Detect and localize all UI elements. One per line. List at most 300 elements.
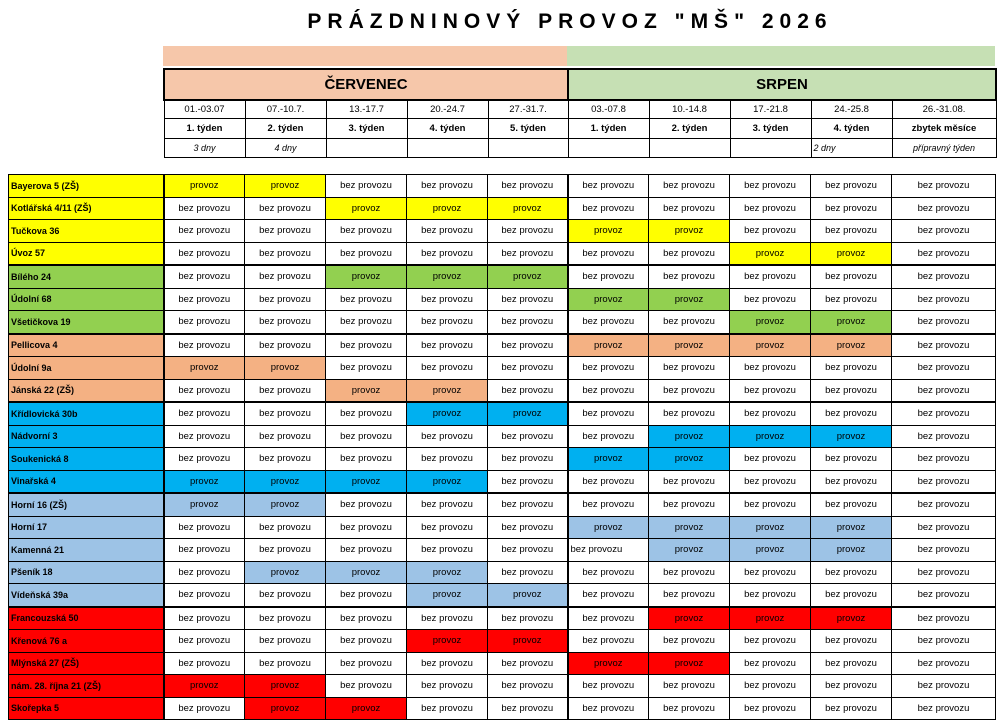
table-row <box>9 379 996 402</box>
school-name: Tučkova 36 <box>9 220 164 243</box>
status-bez-provozu: bez provozu <box>488 311 568 334</box>
status-bez-provozu: bez provozu <box>811 379 892 402</box>
status-provoz: provoz <box>407 379 488 402</box>
status-bez-provozu: bez provozu <box>649 675 730 698</box>
status-bez-provozu: bez provozu <box>326 357 407 380</box>
status-bez-provozu: bez provozu <box>488 379 568 402</box>
status-bez-provozu: bez provozu <box>245 311 326 334</box>
table-row <box>9 630 996 653</box>
status-provoz: provoz <box>488 197 568 220</box>
status-bez-provozu: bez provozu <box>488 357 568 380</box>
status-bez-provozu: bez provozu <box>892 516 996 539</box>
status-bez-provozu: bez provozu <box>326 584 407 607</box>
week-dates: 03.-07.8 <box>568 100 649 119</box>
table-row <box>9 697 996 720</box>
status-provoz: provoz <box>407 402 488 425</box>
status-bez-provozu: bez provozu <box>245 425 326 448</box>
status-bez-provozu: bez provozu <box>164 516 245 539</box>
school-name: Údolní 68 <box>9 288 164 311</box>
status-bez-provozu: bez provozu <box>811 697 892 720</box>
school-name: Skořepka 5 <box>9 697 164 720</box>
status-bez-provozu: bez provozu <box>164 220 245 243</box>
status-provoz: provoz <box>568 220 649 243</box>
table-row <box>9 561 996 584</box>
school-name: Křídlovická 30b <box>9 402 164 425</box>
status-bez-provozu: bez provozu <box>730 584 811 607</box>
status-bez-provozu: bez provozu <box>892 334 996 357</box>
school-name: Vídeňská 39a <box>9 584 164 607</box>
table-row <box>9 402 996 425</box>
week-label: 2. týden <box>245 119 326 139</box>
status-bez-provozu: bez provozu <box>568 470 649 493</box>
week-dates: 13.-17.7 <box>326 100 407 119</box>
status-bez-provozu: bez provozu <box>164 652 245 675</box>
status-bez-provozu: bez provozu <box>326 675 407 698</box>
status-bez-provozu: bez provozu <box>488 242 568 265</box>
table-row <box>9 197 996 220</box>
week-label: zbytek měsíce <box>892 119 996 139</box>
table-row <box>9 242 996 265</box>
august-band <box>567 46 995 66</box>
month-july: ČERVENEC <box>164 69 568 100</box>
school-name: Kamenná 21 <box>9 539 164 562</box>
status-bez-provozu: bez provozu <box>811 493 892 516</box>
status-bez-provozu: bez provozu <box>811 265 892 288</box>
status-provoz: provoz <box>649 448 730 471</box>
status-provoz: provoz <box>407 630 488 653</box>
status-bez-provozu: bez provozu <box>164 539 245 562</box>
table-row <box>9 265 996 288</box>
status-bez-provozu: bez provozu <box>488 425 568 448</box>
status-bez-provozu: bez provozu <box>245 448 326 471</box>
status-bez-provozu: bez provozu <box>488 607 568 630</box>
status-bez-provozu: bez provozu <box>164 448 245 471</box>
status-provoz: provoz <box>326 697 407 720</box>
status-bez-provozu: bez provozu <box>649 265 730 288</box>
week-note: 3 dny <box>164 139 245 158</box>
status-bez-provozu: bez provozu <box>730 697 811 720</box>
status-provoz: provoz <box>488 584 568 607</box>
status-bez-provozu: bez provozu <box>730 197 811 220</box>
status-bez-provozu: bez provozu <box>892 493 996 516</box>
status-provoz: provoz <box>326 265 407 288</box>
month-august: SRPEN <box>568 69 996 100</box>
status-provoz: provoz <box>407 470 488 493</box>
table-row <box>9 539 996 562</box>
status-provoz: provoz <box>568 516 649 539</box>
school-name: Pšeník 18 <box>9 561 164 584</box>
status-bez-provozu: bez provozu <box>811 402 892 425</box>
status-bez-provozu: bez provozu <box>730 220 811 243</box>
status-provoz: provoz <box>649 539 730 562</box>
status-bez-provozu: bez provozu <box>730 402 811 425</box>
status-bez-provozu: bez provozu <box>649 493 730 516</box>
week-label: 4. týden <box>811 119 892 139</box>
status-provoz: provoz <box>164 493 245 516</box>
table-row <box>9 652 996 675</box>
status-bez-provozu: bez provozu <box>892 561 996 584</box>
status-provoz: provoz <box>649 607 730 630</box>
status-provoz: provoz <box>407 584 488 607</box>
status-bez-provozu: bez provozu <box>730 357 811 380</box>
status-bez-provozu: bez provozu <box>649 379 730 402</box>
status-bez-provozu: bez provozu <box>730 448 811 471</box>
status-provoz: provoz <box>730 425 811 448</box>
status-bez-provozu: bez provozu <box>649 584 730 607</box>
status-bez-provozu: bez provozu <box>892 652 996 675</box>
status-provoz: provoz <box>164 175 245 198</box>
school-name: Bayerova 5 (ZŠ) <box>9 175 164 198</box>
status-bez-provozu: bez provozu <box>649 470 730 493</box>
week-note: přípravný týden <box>892 139 996 158</box>
week-label: 3. týden <box>730 119 811 139</box>
status-bez-provozu: bez provozu <box>488 493 568 516</box>
status-provoz: provoz <box>164 675 245 698</box>
status-bez-provozu: bez provozu <box>892 425 996 448</box>
status-bez-provozu: bez provozu <box>811 197 892 220</box>
status-bez-provozu: bez provozu <box>649 402 730 425</box>
status-bez-provozu: bez provozu <box>245 402 326 425</box>
status-bez-provozu: bez provozu <box>892 288 996 311</box>
status-bez-provozu: bez provozu <box>407 675 488 698</box>
status-provoz: provoz <box>326 379 407 402</box>
status-provoz: provoz <box>164 470 245 493</box>
status-bez-provozu: bez provozu <box>164 288 245 311</box>
status-bez-provozu: bez provozu <box>488 697 568 720</box>
week-note: 2 dny <box>811 139 892 158</box>
status-provoz: provoz <box>245 357 326 380</box>
status-bez-provozu: bez provozu <box>488 652 568 675</box>
school-name: Bílého 24 <box>9 265 164 288</box>
status-bez-provozu: bez provozu <box>892 357 996 380</box>
status-bez-provozu: bez provozu <box>326 539 407 562</box>
status-bez-provozu: bez provozu <box>811 357 892 380</box>
status-bez-provozu: bez provozu <box>811 470 892 493</box>
page-title: PRÁZDNINOVÝ PROVOZ "MŠ" 2026 <box>307 10 833 33</box>
table-row <box>9 493 996 516</box>
status-bez-provozu: bez provozu <box>568 607 649 630</box>
week-note <box>568 139 649 158</box>
status-provoz: provoz <box>568 652 649 675</box>
status-provoz: provoz <box>568 448 649 471</box>
week-label: 1. týden <box>164 119 245 139</box>
week-dates: 07.-10.7. <box>245 100 326 119</box>
status-provoz: provoz <box>811 516 892 539</box>
status-bez-provozu: bez provozu <box>245 630 326 653</box>
school-name: Kotlářská 4/11 (ZŠ) <box>9 197 164 220</box>
status-bez-provozu: bez provozu <box>488 175 568 198</box>
status-bez-provozu: bez provozu <box>164 607 245 630</box>
status-bez-provozu: bez provozu <box>326 493 407 516</box>
status-bez-provozu: bez provozu <box>649 357 730 380</box>
week-dates: 17.-21.8 <box>730 100 811 119</box>
week-label: 2. týden <box>649 119 730 139</box>
status-bez-provozu: bez provozu <box>568 584 649 607</box>
week-note <box>730 139 811 158</box>
status-bez-provozu: bez provozu <box>488 448 568 471</box>
status-bez-provozu: bez provozu <box>730 470 811 493</box>
status-bez-provozu: bez provozu <box>730 652 811 675</box>
status-provoz: provoz <box>811 242 892 265</box>
status-provoz: provoz <box>730 242 811 265</box>
status-provoz: provoz <box>649 288 730 311</box>
status-bez-provozu: bez provozu <box>245 334 326 357</box>
status-bez-provozu: bez provozu <box>326 607 407 630</box>
status-provoz: provoz <box>649 425 730 448</box>
status-bez-provozu: bez provozu <box>730 265 811 288</box>
status-bez-provozu: bez provozu <box>649 242 730 265</box>
week-note <box>488 139 568 158</box>
status-bez-provozu: bez provozu <box>892 675 996 698</box>
school-name: nám. 28. října 21 (ZŠ) <box>9 675 164 698</box>
status-provoz: provoz <box>730 516 811 539</box>
status-bez-provozu: bez provozu <box>892 470 996 493</box>
status-bez-provozu: bez provozu <box>892 630 996 653</box>
status-bez-provozu: bez provozu <box>407 175 488 198</box>
status-bez-provozu: bez provozu <box>568 379 649 402</box>
school-name: Horní 17 <box>9 516 164 539</box>
status-bez-provozu: bez provozu <box>568 197 649 220</box>
status-bez-provozu: bez provozu <box>164 311 245 334</box>
status-bez-provozu: bez provozu <box>407 607 488 630</box>
school-name: Všetičkova 19 <box>9 311 164 334</box>
status-bez-provozu: bez provozu <box>811 448 892 471</box>
week-dates: 01.-03.07 <box>164 100 245 119</box>
status-bez-provozu: bez provozu <box>730 675 811 698</box>
status-bez-provozu: bez provozu <box>326 448 407 471</box>
status-bez-provozu: bez provozu <box>488 539 568 562</box>
status-provoz: provoz <box>407 265 488 288</box>
week-dates: 27.-31.7. <box>488 100 568 119</box>
status-bez-provozu: bez provozu <box>407 697 488 720</box>
status-bez-provozu: bez provozu <box>326 516 407 539</box>
week-dates: 10.-14.8 <box>649 100 730 119</box>
status-bez-provozu: bez provozu <box>407 357 488 380</box>
status-bez-provozu: bez provozu <box>568 630 649 653</box>
status-bez-provozu: bez provozu <box>730 175 811 198</box>
status-bez-provozu: bez provozu <box>488 516 568 539</box>
status-bez-provozu: bez provozu <box>730 561 811 584</box>
status-provoz: provoz <box>730 311 811 334</box>
status-provoz: provoz <box>568 288 649 311</box>
school-name: Nádvorní 3 <box>9 425 164 448</box>
status-provoz: provoz <box>164 357 245 380</box>
status-bez-provozu: bez provozu <box>568 265 649 288</box>
status-bez-provozu: bez provozu <box>407 334 488 357</box>
status-bez-provozu: bez provozu <box>245 607 326 630</box>
status-provoz: provoz <box>811 607 892 630</box>
table-row <box>9 175 996 198</box>
status-bez-provozu: bez provozu <box>649 197 730 220</box>
status-provoz: provoz <box>649 220 730 243</box>
status-bez-provozu: bez provozu <box>811 175 892 198</box>
status-bez-provozu: bez provozu <box>488 220 568 243</box>
status-bez-provozu: bez provozu <box>568 675 649 698</box>
status-bez-provozu: bez provozu <box>649 561 730 584</box>
status-bez-provozu: bez provozu <box>488 334 568 357</box>
status-bez-provozu: bez provozu <box>326 402 407 425</box>
status-bez-provozu: bez provozu <box>730 630 811 653</box>
status-bez-provozu: bez provozu <box>164 242 245 265</box>
status-bez-provozu: bez provozu <box>568 539 649 562</box>
status-bez-provozu: bez provozu <box>568 242 649 265</box>
school-name: Francouzská 50 <box>9 607 164 630</box>
status-bez-provozu: bez provozu <box>730 493 811 516</box>
status-bez-provozu: bez provozu <box>811 561 892 584</box>
status-bez-provozu: bez provozu <box>326 334 407 357</box>
status-bez-provozu: bez provozu <box>164 265 245 288</box>
school-name: Soukenická 8 <box>9 448 164 471</box>
july-band <box>163 46 567 66</box>
status-provoz: provoz <box>730 334 811 357</box>
status-bez-provozu: bez provozu <box>811 584 892 607</box>
status-bez-provozu: bez provozu <box>568 697 649 720</box>
status-bez-provozu: bez provozu <box>326 311 407 334</box>
status-bez-provozu: bez provozu <box>245 652 326 675</box>
status-bez-provozu: bez provozu <box>326 220 407 243</box>
status-bez-provozu: bez provozu <box>649 311 730 334</box>
table-row <box>9 516 996 539</box>
status-bez-provozu: bez provozu <box>245 516 326 539</box>
status-provoz: provoz <box>649 516 730 539</box>
status-provoz: provoz <box>245 493 326 516</box>
week-note: 4 dny <box>245 139 326 158</box>
status-provoz: provoz <box>326 470 407 493</box>
status-bez-provozu: bez provozu <box>892 242 996 265</box>
status-bez-provozu: bez provozu <box>164 334 245 357</box>
status-bez-provozu: bez provozu <box>892 379 996 402</box>
status-provoz: provoz <box>245 675 326 698</box>
status-provoz: provoz <box>811 334 892 357</box>
table-row <box>9 357 996 380</box>
status-provoz: provoz <box>326 561 407 584</box>
status-bez-provozu: bez provozu <box>488 470 568 493</box>
table-row <box>9 288 996 311</box>
table-row <box>9 584 996 607</box>
table-row <box>9 448 996 471</box>
status-provoz: provoz <box>488 265 568 288</box>
week-dates: 26.-31.08. <box>892 100 996 119</box>
status-provoz: provoz <box>730 539 811 562</box>
school-name: Vinařská 4 <box>9 470 164 493</box>
status-bez-provozu: bez provozu <box>164 630 245 653</box>
school-name: Horní 16 (ZŠ) <box>9 493 164 516</box>
status-bez-provozu: bez provozu <box>568 402 649 425</box>
status-bez-provozu: bez provozu <box>488 675 568 698</box>
schedule-header <box>163 68 997 158</box>
table-row <box>9 470 996 493</box>
status-bez-provozu: bez provozu <box>568 425 649 448</box>
week-note <box>649 139 730 158</box>
status-bez-provozu: bez provozu <box>326 288 407 311</box>
status-bez-provozu: bez provozu <box>811 220 892 243</box>
status-bez-provozu: bez provozu <box>811 288 892 311</box>
status-bez-provozu: bez provozu <box>488 288 568 311</box>
status-bez-provozu: bez provozu <box>568 561 649 584</box>
status-bez-provozu: bez provozu <box>649 175 730 198</box>
status-provoz: provoz <box>730 607 811 630</box>
status-bez-provozu: bez provozu <box>568 175 649 198</box>
status-provoz: provoz <box>326 197 407 220</box>
status-bez-provozu: bez provozu <box>568 357 649 380</box>
status-bez-provozu: bez provozu <box>407 539 488 562</box>
table-row <box>9 675 996 698</box>
table-row <box>9 425 996 448</box>
status-provoz: provoz <box>811 539 892 562</box>
status-bez-provozu: bez provozu <box>649 697 730 720</box>
status-bez-provozu: bez provozu <box>892 311 996 334</box>
table-row <box>9 607 996 630</box>
week-label: 3. týden <box>326 119 407 139</box>
status-bez-provozu: bez provozu <box>892 697 996 720</box>
status-provoz: provoz <box>407 561 488 584</box>
status-bez-provozu: bez provozu <box>730 288 811 311</box>
school-name: Mlýnská 27 (ZŠ) <box>9 652 164 675</box>
status-bez-provozu: bez provozu <box>407 220 488 243</box>
school-name: Pellicova 4 <box>9 334 164 357</box>
school-name: Údolní 9a <box>9 357 164 380</box>
status-provoz: provoz <box>811 425 892 448</box>
status-bez-provozu: bez provozu <box>811 675 892 698</box>
status-bez-provozu: bez provozu <box>407 242 488 265</box>
status-bez-provozu: bez provozu <box>326 242 407 265</box>
status-bez-provozu: bez provozu <box>245 288 326 311</box>
status-bez-provozu: bez provozu <box>164 379 245 402</box>
status-bez-provozu: bez provozu <box>892 220 996 243</box>
status-bez-provozu: bez provozu <box>892 584 996 607</box>
status-bez-provozu: bez provozu <box>488 561 568 584</box>
status-bez-provozu: bez provozu <box>245 584 326 607</box>
status-bez-provozu: bez provozu <box>892 175 996 198</box>
table-row <box>9 220 996 243</box>
schedule-table <box>8 174 996 720</box>
status-bez-provozu: bez provozu <box>649 630 730 653</box>
status-provoz: provoz <box>488 630 568 653</box>
status-bez-provozu: bez provozu <box>245 265 326 288</box>
status-bez-provozu: bez provozu <box>164 584 245 607</box>
status-bez-provozu: bez provozu <box>407 652 488 675</box>
week-label: 1. týden <box>568 119 649 139</box>
status-bez-provozu: bez provozu <box>811 630 892 653</box>
status-bez-provozu: bez provozu <box>568 493 649 516</box>
status-bez-provozu: bez provozu <box>245 220 326 243</box>
week-label: 5. týden <box>488 119 568 139</box>
status-provoz: provoz <box>245 697 326 720</box>
week-note <box>407 139 488 158</box>
week-label: 4. týden <box>407 119 488 139</box>
status-bez-provozu: bez provozu <box>407 493 488 516</box>
status-bez-provozu: bez provozu <box>245 379 326 402</box>
status-bez-provozu: bez provozu <box>892 448 996 471</box>
status-bez-provozu: bez provozu <box>892 197 996 220</box>
status-bez-provozu: bez provozu <box>407 448 488 471</box>
status-provoz: provoz <box>245 561 326 584</box>
status-provoz: provoz <box>568 334 649 357</box>
status-bez-provozu: bez provozu <box>407 288 488 311</box>
table-row <box>9 311 996 334</box>
status-bez-provozu: bez provozu <box>164 697 245 720</box>
status-provoz: provoz <box>649 334 730 357</box>
status-provoz: provoz <box>245 175 326 198</box>
status-bez-provozu: bez provozu <box>245 242 326 265</box>
status-bez-provozu: bez provozu <box>245 197 326 220</box>
school-name: Křenová 76 a <box>9 630 164 653</box>
status-bez-provozu: bez provozu <box>164 561 245 584</box>
status-bez-provozu: bez provozu <box>326 175 407 198</box>
school-name: Úvoz 57 <box>9 242 164 265</box>
status-bez-provozu: bez provozu <box>407 311 488 334</box>
status-bez-provozu: bez provozu <box>164 197 245 220</box>
